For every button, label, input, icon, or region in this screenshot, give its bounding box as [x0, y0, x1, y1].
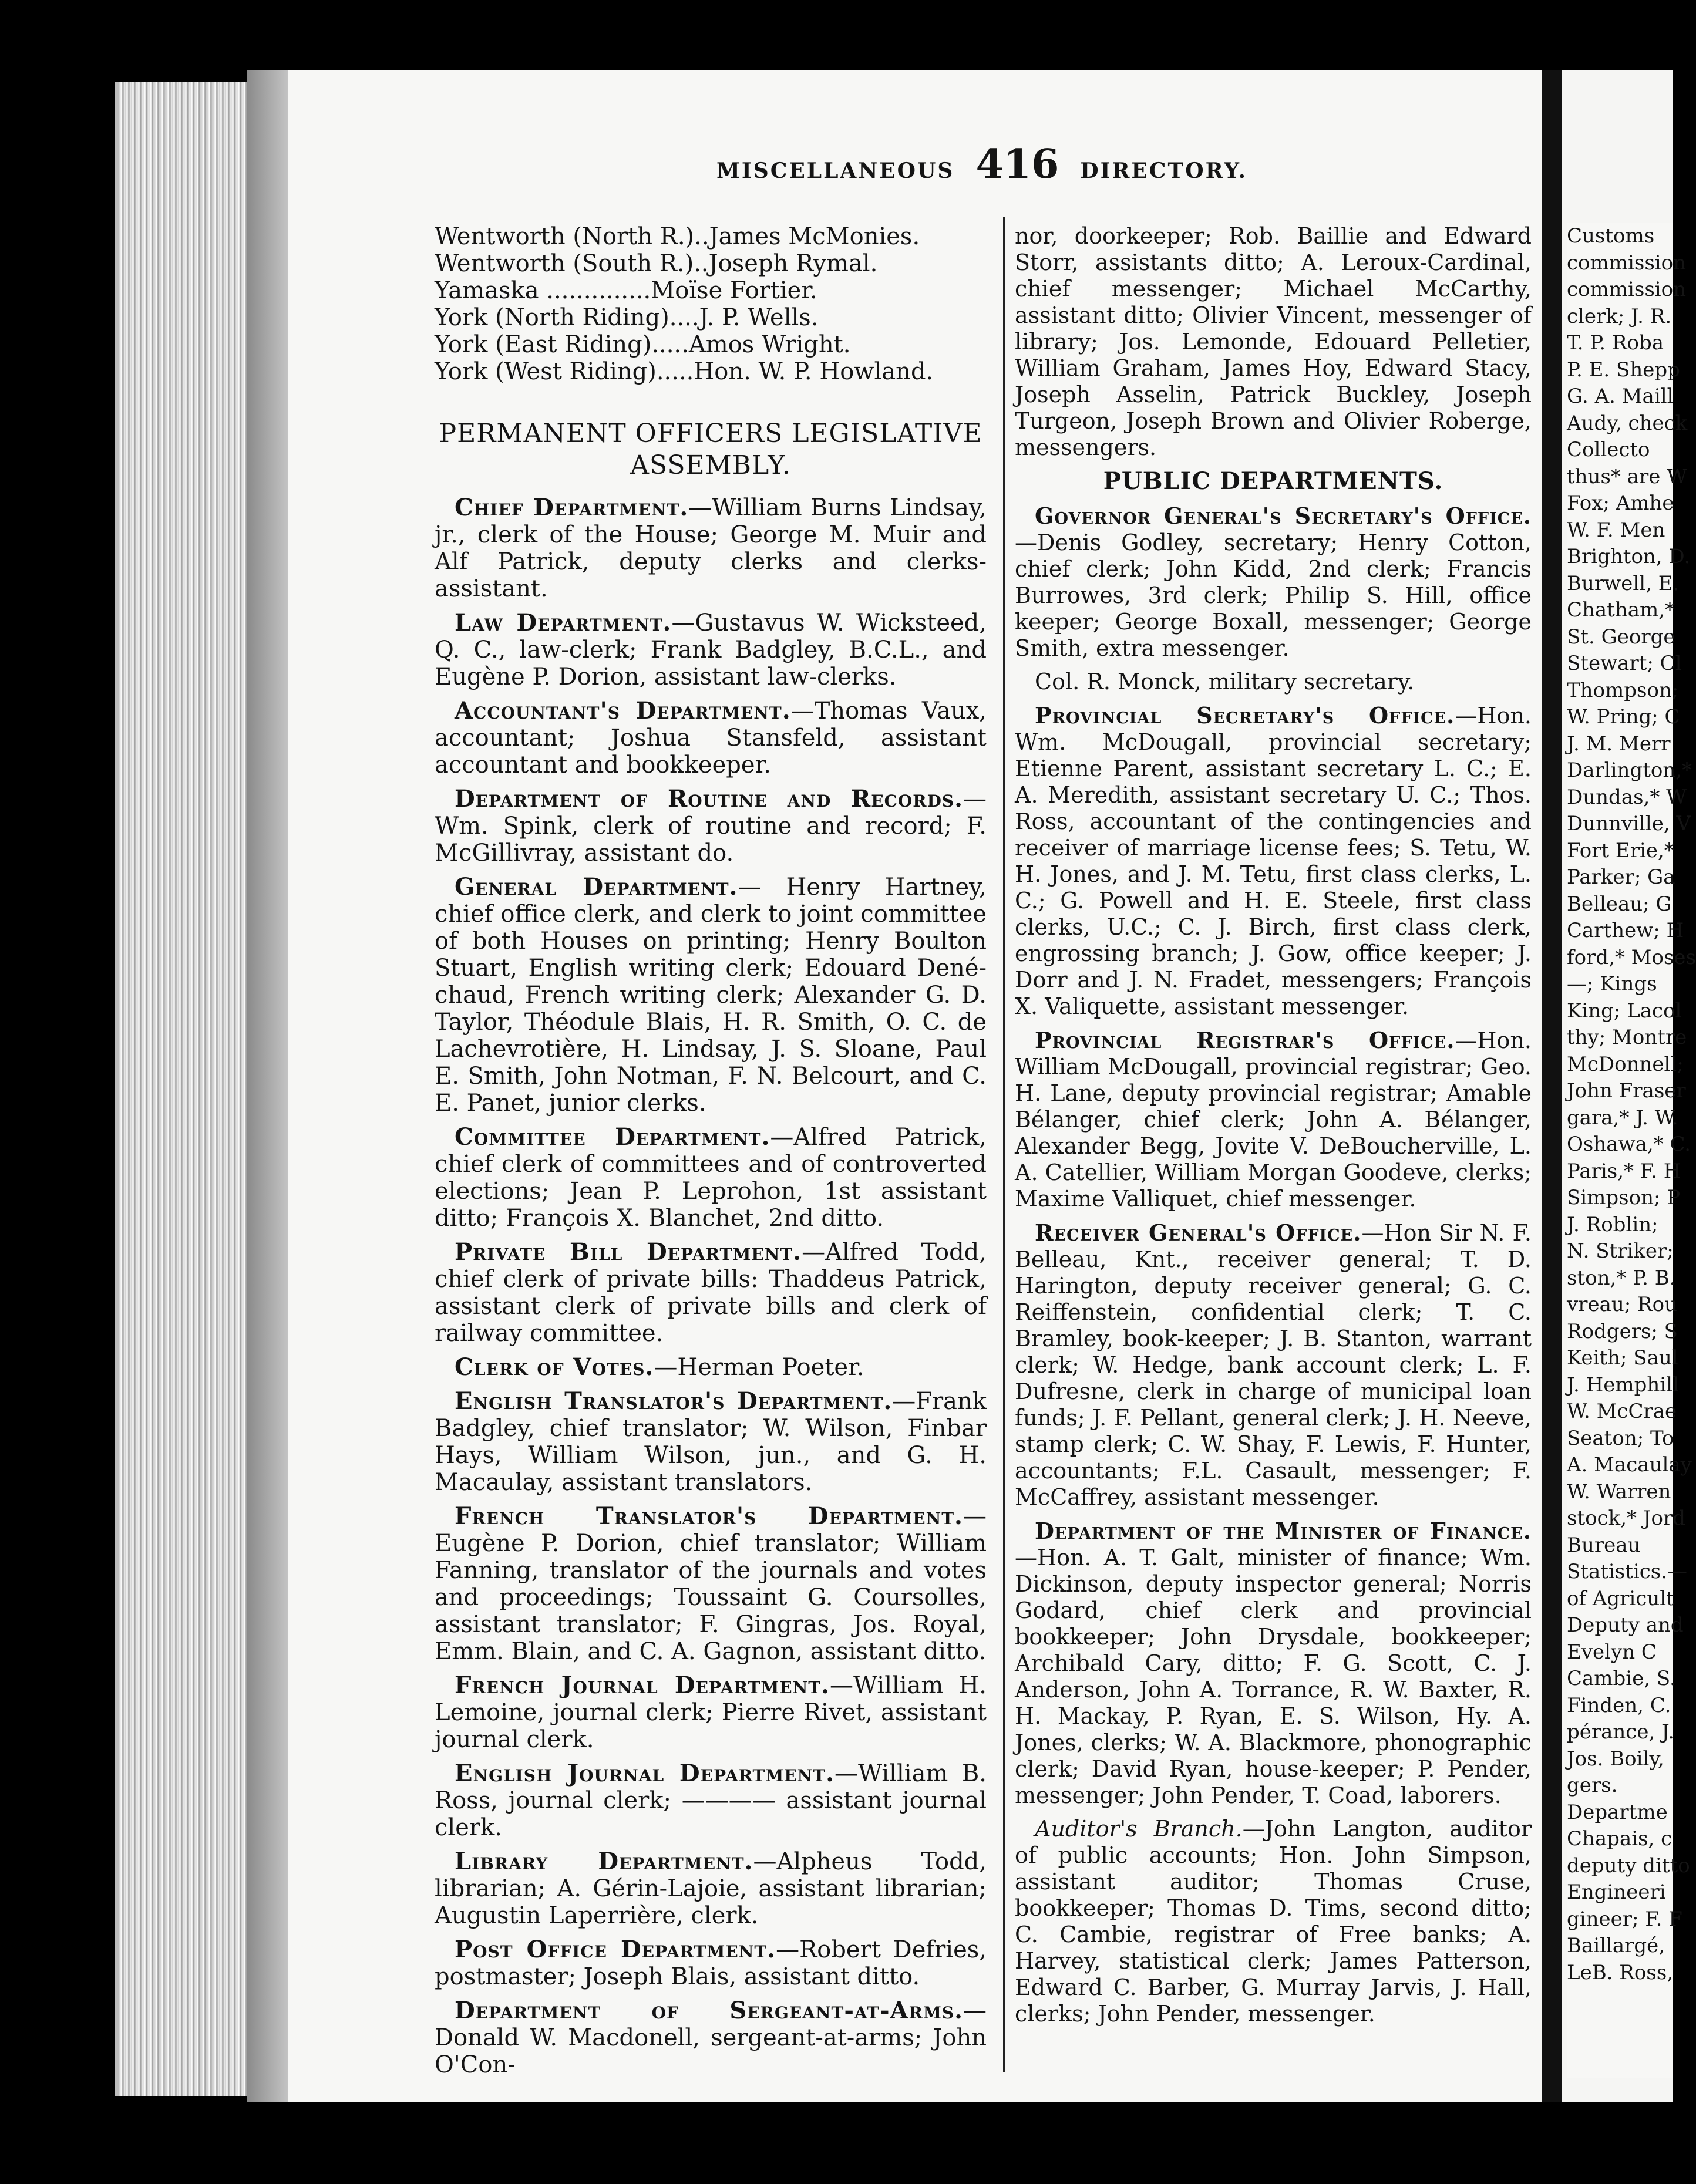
department-name: Law Department. [455, 609, 672, 636]
department-text: —William B. Ross, journal clerk; ———— assistant journal clerk. [435, 1760, 987, 1841]
department-name: Private Bill Department. [455, 1238, 802, 1266]
fragment-line: Baillargé, [1567, 1934, 1665, 1957]
department-name: Department of Sergeant-at-Arms. [455, 1997, 963, 2024]
department-text: —Hon. A. T. Galt, minister of finance; Wm. Dickinson, deputy inspector general; Norris Godard, chief clerk and provincial bookkeeper; John Drysdale, bookkeeper; Archibald Cary, ditto; F. G. Scott, C. J. Anderson, John A. Torrance, R. W. Baxter, R. H. Mackay, P. Ryan, E. S. Wilson, Hy. A. Jones, clerks; W. A. Blackmore, phonographic clerk; David Ryan, house-keeper; P. Pender, messenger; John Pender, T. Coad, laborers. [1015, 1545, 1532, 1808]
fragment-line: gineer; F. F [1567, 1907, 1682, 1931]
fragment-line: vreau; Rou [1567, 1293, 1677, 1316]
department-entry [435, 1848, 987, 1929]
fragment-line: Paris,* F. H [1567, 1159, 1681, 1183]
department-entry [435, 494, 987, 602]
fragment-line: W. McCrae [1567, 1400, 1677, 1423]
fragment-line: J. Roblin; [1567, 1212, 1658, 1236]
fragment-line: Finden, C. [1567, 1693, 1671, 1717]
department-text: —Hon Sir N. F. Belleau, Knt., receiver general; T. D. Harington, deputy receiver general; G. C. Reiffenstein, confidential clerk; T. C. Bramley, book-keeper; J. B. Stanton, warrant clerk; W. Hedge, bank account clerk; L. F. Dufresne, clerk in charge of municipal loan funds; J. F. Pellant, general clerk; J. H. Neeve, stamp clerk; C. W. Shay, F. Lewis, F. Hunter, accountants; F.L. Casault, messenger; F. McCaffrey, assistant messenger. [1015, 1220, 1532, 1510]
continuation-text: nor, doorkeeper; Rob. Baillie and Edward Storr, assistants ditto; A. Leroux-Cardinal, chief messenger; Michael McCarthy, assistant ditto; Olivier Vincent, messenger of library; Jos. Lemonde, Edouard Pelletier, William Graham, James Hoy, Edward Stacy, Joseph Asselin, Patrick Buckley, Joseph Turgeon, Joseph Brown and Olivier Roberge, messengers. [1015, 223, 1532, 460]
fragment-line: Departme [1567, 1800, 1668, 1824]
fragment-line: Engineeri [1567, 1880, 1666, 1904]
column-divider [1003, 217, 1005, 2072]
department-entry [435, 1997, 987, 2078]
department-name: English Journal Department. [455, 1760, 834, 1787]
department-name: English Translator's Department. [455, 1387, 893, 1415]
department-entry [1015, 503, 1532, 662]
department-text: —Denis Godley, secretary; Henry Cotton, chief clerk; John Kidd, 2nd clerk; Francis Burrowes, 3rd clerk; Philip S. Hill, office keeper; George Boxall, messenger; George Smith, extra messenger. [1015, 530, 1532, 661]
department-name: Department of Routine and Records. [455, 785, 963, 813]
department-entry [435, 1936, 987, 1990]
fragment-line: gers. [1567, 1774, 1618, 1797]
department-text: — Henry Hartney, chief office clerk, and clerk to joint committee of both Houses on printing; Henry Boulton Stuart, English writing clerk; Edouard Dené-chaud, French writing clerk; Alexander G. D. Taylor, Théodule Blais, H. R. Smith, O. C. de Lachevrotière, H. Lindsay, J. S. Sloane, Paul E. Smith, John Notman, F. N. Belcourt, and C. E. Panet, junior clerks. [435, 874, 987, 1117]
department-entry [435, 1239, 987, 1347]
fragment-line: Dundas,* W [1567, 785, 1687, 809]
department-entry [1015, 1518, 1532, 1809]
department-name: French Translator's Department. [455, 1502, 963, 1530]
fragment-line: Oshawa,* C. [1567, 1133, 1691, 1156]
department-entry [1015, 1816, 1532, 2027]
department-name: Committee Department. [455, 1123, 770, 1151]
heading-line-2: ASSEMBLY. [630, 450, 791, 480]
fragment-line: John Fraser [1567, 1079, 1686, 1103]
fragment-line: pérance, J. [1567, 1720, 1674, 1744]
department-text: —Thomas Vaux, accountant; Joshua Stansfeld, assistant accountant and bookkeeper. [435, 697, 987, 778]
department-entry [435, 1388, 987, 1496]
fragment-line: Cambie, S. [1567, 1667, 1676, 1690]
fragment-line: Evelyn C [1567, 1640, 1657, 1664]
fragment-line: commission [1567, 278, 1687, 301]
fragment-line: N. Striker; [1567, 1239, 1674, 1263]
fragment-line: Fort Erie,* [1567, 838, 1674, 862]
department-entry [1015, 702, 1532, 1020]
fragment-line: St. George [1567, 625, 1675, 649]
department-entry [1015, 1219, 1532, 1511]
fragment-line: gara,* J. W. [1567, 1106, 1678, 1130]
fragment-line: W. Pring; C [1567, 705, 1680, 729]
department-name: Accountant's Department. [455, 697, 791, 724]
department-entry [435, 1354, 987, 1381]
fragment-line: A. Macaulay [1567, 1453, 1692, 1477]
ridings-list [435, 223, 987, 385]
fragment-line: Jos. Boily, [1567, 1747, 1664, 1771]
department-text: —William H. Lemoine, journal clerk; Pierre Rivet, assistant journal clerk. [435, 1672, 987, 1753]
fragment-line: Bureau [1567, 1533, 1641, 1557]
fragment-line: Seaton; To [1567, 1426, 1674, 1450]
department-name: Clerk of Votes. [455, 1353, 654, 1381]
department-entry [435, 1760, 987, 1841]
fragment-line: G. A. Maill [1567, 385, 1674, 408]
fragment-line: Statistics.— [1567, 1560, 1688, 1583]
fragment-line: W. F. Men [1567, 518, 1665, 542]
department-text: —Herman Poeter. [654, 1354, 864, 1381]
department-name: Provincial Secretary's Office. [1035, 702, 1455, 729]
department-entry [435, 1124, 987, 1232]
department-text: —Donald W. Macdonell, sergeant-at-arms; John O'Con- [435, 1997, 987, 2078]
department-text: —Alfred Todd, chief clerk of private bills: Thaddeus Patrick, assistant clerk of private bills and clerk of railway committee. [435, 1239, 987, 1347]
fragment-line: Darlington,* [1567, 759, 1692, 782]
fragment-line: Deputy and [1567, 1613, 1684, 1637]
fragment-line: Thompson; [1567, 678, 1679, 702]
department-name: Provincial Registrar's Office. [1035, 1027, 1455, 1053]
department-name: Governor General's Secretary's Office. [1035, 503, 1532, 529]
page-number: 416 [975, 141, 1059, 188]
public-departments-heading: PUBLIC DEPARTMENTS. [1103, 467, 1443, 495]
fragment-line: Stewart; Cl [1567, 652, 1682, 675]
department-entry [1015, 1027, 1532, 1212]
department-name: General Department. [455, 873, 738, 901]
fragment-line: ford,* Moses [1567, 945, 1696, 969]
department-text: —Frank Badgley, chief translator; W. Wilson, Finbar Hays, William Wilson, jun., and G. H. Macaulay, assistant translators. [435, 1388, 987, 1496]
department-entry [435, 697, 987, 778]
fragment-line: Burwell, E. [1567, 571, 1680, 595]
department-entry [435, 786, 987, 867]
fragment-line: ston,* P. B. [1567, 1266, 1676, 1290]
public-department-entries [1015, 503, 1532, 2027]
fragment-line: Simpson; P [1567, 1186, 1681, 1209]
department-text: —John Langton, auditor of public accounts; Hon. John Simpson, assistant auditor; Thomas Cruse, bookkeeper; Thomas D. Tims, second ditto; C. Cambie, registrar of Free banks; A. Harvey, statistical clerk; James Patterson, Edward C. Barber, G. Murray Jarvis, J. Hall, clerks; John Pender, messenger. [1015, 1816, 1532, 2027]
fragment-line: P. E. Shepp [1567, 358, 1680, 382]
fragment-line: Brighton, D. [1567, 545, 1691, 568]
department-name: Department of the Minister of Finance. [1035, 1518, 1532, 1544]
department-entry [435, 1503, 987, 1665]
fragment-line: thy; Montre [1567, 1026, 1687, 1049]
fragment-line: Rodgers; S [1567, 1319, 1678, 1343]
department-text: —Hon. Wm. McDougall, provincial secretary; Etienne Parent, assistant secretary L. C.; E. A. Meredith, assistant secretary U. C.; Thos. Ross, accountant of the contingencies and receiver of marriage license fees; S. Tetu, W. H. Jones, and J. M. Tetu, first class clerks, L. C.; G. Powell and H. E. Steele, first class clerks, U.C.; C. J. Birch, first class clerk, engrossing branch; J. Gow, office keeper; J. Dorr and J. N. Fradet, messengers; François X. Valiquette, assistant messenger. [1015, 703, 1532, 1019]
next-page-column-fragment [1567, 223, 1696, 2078]
header-right: DIRECTORY. [1080, 159, 1248, 183]
department-text: —Robert Defries, postmaster; Joseph Blais, assistant ditto. [435, 1936, 987, 1990]
fragment-line: Collecto [1567, 438, 1650, 461]
department-entry [435, 874, 987, 1117]
fragment-line: deputy ditto [1567, 1853, 1690, 1878]
riding-line: York (East Riding).....Amos Wright. [435, 331, 851, 358]
legislative-entries [435, 494, 987, 2078]
fragment-line: thus* are W [1567, 464, 1688, 488]
department-name: Post Office Department. [455, 1936, 776, 1963]
department-entry [1015, 669, 1532, 695]
department-name: Auditor's Branch. [1035, 1816, 1243, 1842]
fragment-line: Customs [1567, 224, 1655, 248]
fragment-line: Audy, check [1567, 411, 1688, 435]
department-name: French Journal Department. [455, 1671, 830, 1699]
fragment-line: T. P. Roba [1567, 331, 1664, 355]
fragment-line: Chapais, c [1567, 1827, 1673, 1851]
fragment-line: Keith; Saul [1567, 1346, 1678, 1370]
department-entry [435, 609, 987, 690]
department-text: —William Burns Lindsay, jr., clerk of the House; George M. Muir and Alf Patrick, deputy clerks and clerks-assistant. [435, 494, 987, 602]
fragment-line: stock,* Jord [1567, 1506, 1685, 1530]
department-name: Receiver General's Office. [1035, 1219, 1362, 1246]
fragment-line: J. Hemphill [1567, 1373, 1679, 1397]
section-heading-legislative [435, 418, 987, 481]
department-text: —Wm. Spink, clerk of routine and record; F. McGillivray, assistant do. [435, 786, 987, 867]
fragment-line: —; Kings [1567, 972, 1657, 996]
fragment-line: King; Lacol [1567, 999, 1682, 1023]
department-text: Col. R. Monck, military secretary. [1035, 669, 1415, 695]
left-column [435, 223, 987, 2078]
fragment-line: commission [1567, 251, 1687, 275]
fragment-line: Parker; Ga [1567, 865, 1675, 889]
department-name: Chief Department. [455, 494, 689, 521]
fragment-line: clerk; J. R. [1567, 304, 1672, 328]
department-text: —Alfred Patrick, chief clerk of committees and of controverted elections; Jean P. Leprohon, 1st assistant ditto; François X. Blanchet, 2nd ditto. [435, 1124, 987, 1232]
fragment-line: LeB. Ross, [1567, 1960, 1674, 1984]
department-text: —Eugène P. Dorion, chief translator; William Fanning, translator of the journals and votes and proceedings; Toussaint G. Coursolles, assistant translator; F. Gingras, Jos. Royal, Emm. Blain, and C. A. Gagnon, assistant ditto. [435, 1503, 987, 1665]
fragment-line: Fox; Amhe [1567, 491, 1674, 515]
header-left: MISCELLANEOUS [716, 159, 955, 183]
riding-line: York (West Riding).....Hon. W. P. Howland. [435, 358, 934, 385]
riding-line: Yamaska ..............Moïse Fortier. [435, 277, 817, 304]
fragment-line: Dunnville, V [1567, 812, 1691, 835]
riding-line: Wentworth (South R.)..Joseph Rymal. [435, 250, 878, 277]
page-header [716, 141, 1248, 194]
fragment-line: Carthew; H [1567, 919, 1684, 942]
department-text: —Alpheus Todd, librarian; A. Gérin-Lajoie, assistant librarian; Augustin Laperrière, clerk. [435, 1848, 987, 1929]
heading-line-1: PERMANENT OFFICERS LEGISLATIVE [439, 419, 982, 449]
department-text: —Hon. William McDougall, provincial registrar; Geo. H. Lane, deputy provincial registrar; Amable Bélanger, chief clerk; John A. Bélanger, Alexander Begg, Jovite V. DeBoucherville, L. A. Catellier, William Morgan Goodeve, clerks; Maxime Valliquet, chief messenger. [1015, 1027, 1532, 1212]
department-name: Library Department. [455, 1848, 753, 1875]
middle-column [1015, 223, 1532, 2078]
department-entry [435, 1672, 987, 1753]
fragment-line: of Agricult [1567, 1586, 1674, 1610]
fragment-line: W. Warren [1567, 1479, 1671, 1504]
fragment-line: McDonnell; [1567, 1052, 1684, 1076]
fragment-line: J. M. Merr [1567, 732, 1671, 756]
fragment-line: Belleau; G [1567, 892, 1672, 916]
page-crease [1542, 70, 1565, 2102]
department-text: —Gustavus W. Wicksteed, Q. C., law-clerk; Frank Badgley, B.C.L., and Eugène P. Dorion, assistant law-clerks. [435, 609, 987, 690]
riding-line: York (North Riding)....J. P. Wells. [435, 304, 819, 331]
fragment-line: Chatham,* [1567, 598, 1675, 622]
riding-line: Wentworth (North R.)..James McMonies. [435, 223, 920, 250]
